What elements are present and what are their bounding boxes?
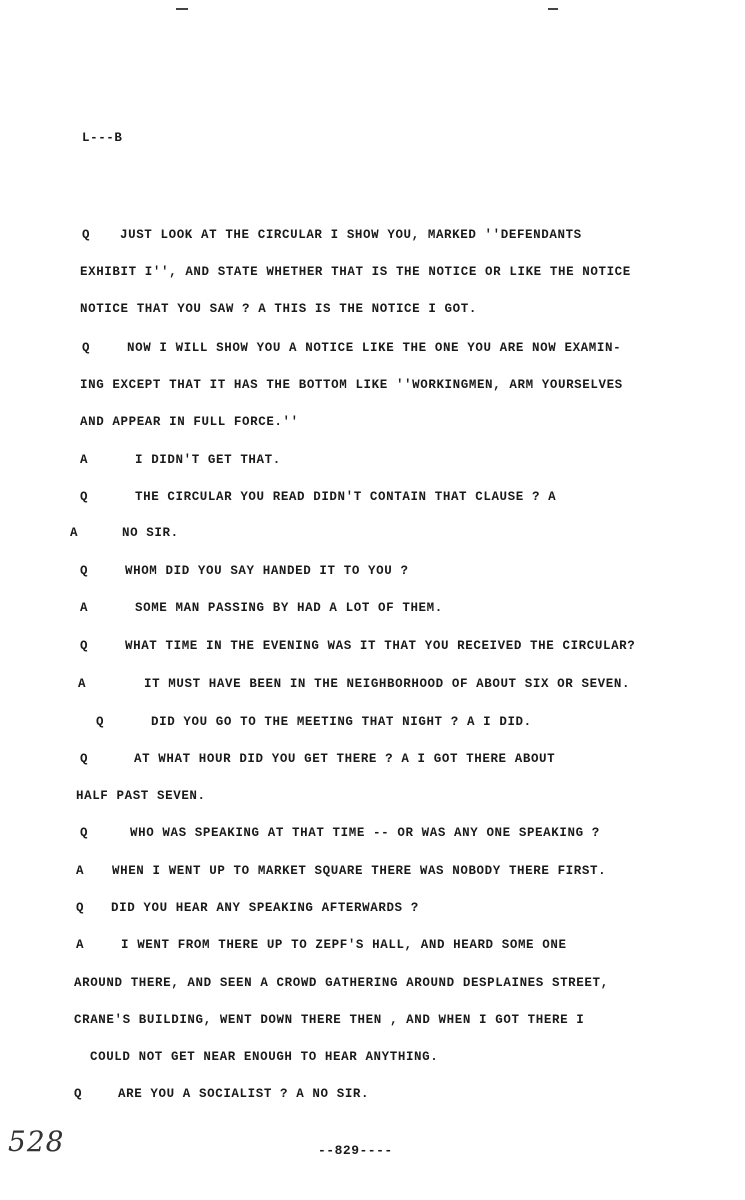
transcript-line bbox=[80, 415, 299, 429]
line-text: NOW I WILL SHOW YOU A NOTICE LIKE THE ONE YOU ARE NOW EXAMIN- bbox=[127, 341, 622, 355]
speaker-label: Q bbox=[76, 901, 85, 915]
transcript-line bbox=[74, 1087, 369, 1101]
speaker-label: Q bbox=[80, 490, 89, 504]
speaker-label: A bbox=[80, 601, 89, 615]
transcript-line bbox=[76, 864, 606, 878]
line-text: DID YOU HEAR ANY SPEAKING AFTERWARDS ? bbox=[111, 901, 419, 915]
line-text: CRANE'S BUILDING, WENT DOWN THERE THEN , AND WHEN I GOT THERE I bbox=[74, 1013, 585, 1027]
speaker-label: A bbox=[76, 864, 85, 878]
speaker-label: A bbox=[70, 526, 79, 540]
line-text: THE CIRCULAR YOU READ DIDN'T CONTAIN THAT CLAUSE ? A bbox=[135, 490, 557, 504]
handwritten-page-number: 528 bbox=[8, 1125, 65, 1158]
line-text: DID YOU GO TO THE MEETING THAT NIGHT ? A I DID. bbox=[151, 715, 532, 729]
line-text: I WENT FROM THERE UP TO ZEPF'S HALL, AND HEARD SOME ONE bbox=[121, 938, 567, 952]
scan-mark bbox=[176, 8, 188, 10]
speaker-label: Q bbox=[82, 228, 91, 242]
speaker-label: A bbox=[76, 938, 85, 952]
transcript-line bbox=[80, 639, 635, 653]
line-text: IT MUST HAVE BEEN IN THE NEIGHBORHOOD OF ABOUT SIX OR SEVEN. bbox=[144, 677, 631, 691]
line-text: NOTICE THAT YOU SAW ? A THIS IS THE NOTICE I GOT. bbox=[80, 302, 477, 316]
transcript-line bbox=[80, 752, 555, 766]
line-text: ARE YOU A SOCIALIST ? A NO SIR. bbox=[118, 1087, 370, 1101]
line-text: HALF PAST SEVEN. bbox=[76, 789, 206, 803]
speaker-label: Q bbox=[80, 564, 89, 578]
speaker-label: A bbox=[80, 453, 89, 467]
transcript-line bbox=[78, 677, 630, 691]
line-text: AROUND THERE, AND SEEN A CROWD GATHERING AROUND DESPLAINES STREET, bbox=[74, 976, 609, 990]
transcript-line bbox=[80, 453, 281, 467]
line-text: ING EXCEPT THAT IT HAS THE BOTTOM LIKE ''WORKINGMEN, ARM YOURSELVES bbox=[80, 378, 623, 392]
transcript-line bbox=[80, 564, 409, 578]
transcript-line bbox=[76, 901, 419, 915]
line-text: NO SIR. bbox=[122, 526, 179, 540]
line-text: WHOM DID YOU SAY HANDED IT TO YOU ? bbox=[125, 564, 409, 578]
transcript-line bbox=[80, 826, 600, 840]
speaker-label: A bbox=[78, 677, 87, 691]
scan-mark bbox=[548, 8, 558, 10]
speaker-label: Q bbox=[74, 1087, 83, 1101]
transcript-line bbox=[82, 341, 621, 355]
transcript-line bbox=[76, 789, 206, 803]
speaker-label: Q bbox=[80, 639, 89, 653]
transcript-line bbox=[90, 1050, 438, 1064]
speaker-label: Q bbox=[80, 752, 89, 766]
transcript-line bbox=[74, 1013, 584, 1027]
transcript-line bbox=[74, 976, 609, 990]
speaker-label: Q bbox=[80, 826, 89, 840]
transcript-line bbox=[80, 302, 477, 316]
transcript-line bbox=[82, 228, 582, 242]
line-text: AND APPEAR IN FULL FORCE.'' bbox=[80, 415, 299, 429]
transcript-line bbox=[96, 715, 532, 729]
transcript-line bbox=[80, 601, 443, 615]
line-text: SOME MAN PASSING BY HAD A LOT OF THEM. bbox=[135, 601, 443, 615]
transcript-line bbox=[76, 938, 567, 952]
transcript-line bbox=[80, 265, 631, 279]
transcript-line bbox=[80, 378, 623, 392]
line-text: I DIDN'T GET THAT. bbox=[135, 453, 281, 467]
line-text: AT WHAT HOUR DID YOU GET THERE ? A I GOT THERE ABOUT bbox=[134, 752, 556, 766]
line-text: WHEN I WENT UP TO MARKET SQUARE THERE WAS NOBODY THERE FIRST. bbox=[112, 864, 607, 878]
line-text: JUST LOOK AT THE CIRCULAR I SHOW YOU, MARKED ''DEFENDANTS bbox=[120, 228, 582, 242]
page-number: --829---- bbox=[318, 1143, 393, 1158]
section-header: L---B bbox=[82, 131, 123, 145]
speaker-label: Q bbox=[96, 715, 105, 729]
speaker-label: Q bbox=[82, 341, 91, 355]
line-text: EXHIBIT I'', AND STATE WHETHER THAT IS THE NOTICE OR LIKE THE NOTICE bbox=[80, 265, 631, 279]
transcript-line bbox=[80, 490, 556, 504]
line-text: COULD NOT GET NEAR ENOUGH TO HEAR ANYTHING. bbox=[90, 1050, 439, 1064]
transcript-line bbox=[70, 526, 179, 540]
line-text: WHAT TIME IN THE EVENING WAS IT THAT YOU RECEIVED THE CIRCULAR? bbox=[125, 639, 636, 653]
line-text: WHO WAS SPEAKING AT THAT TIME -- OR WAS ANY ONE SPEAKING ? bbox=[130, 826, 600, 840]
